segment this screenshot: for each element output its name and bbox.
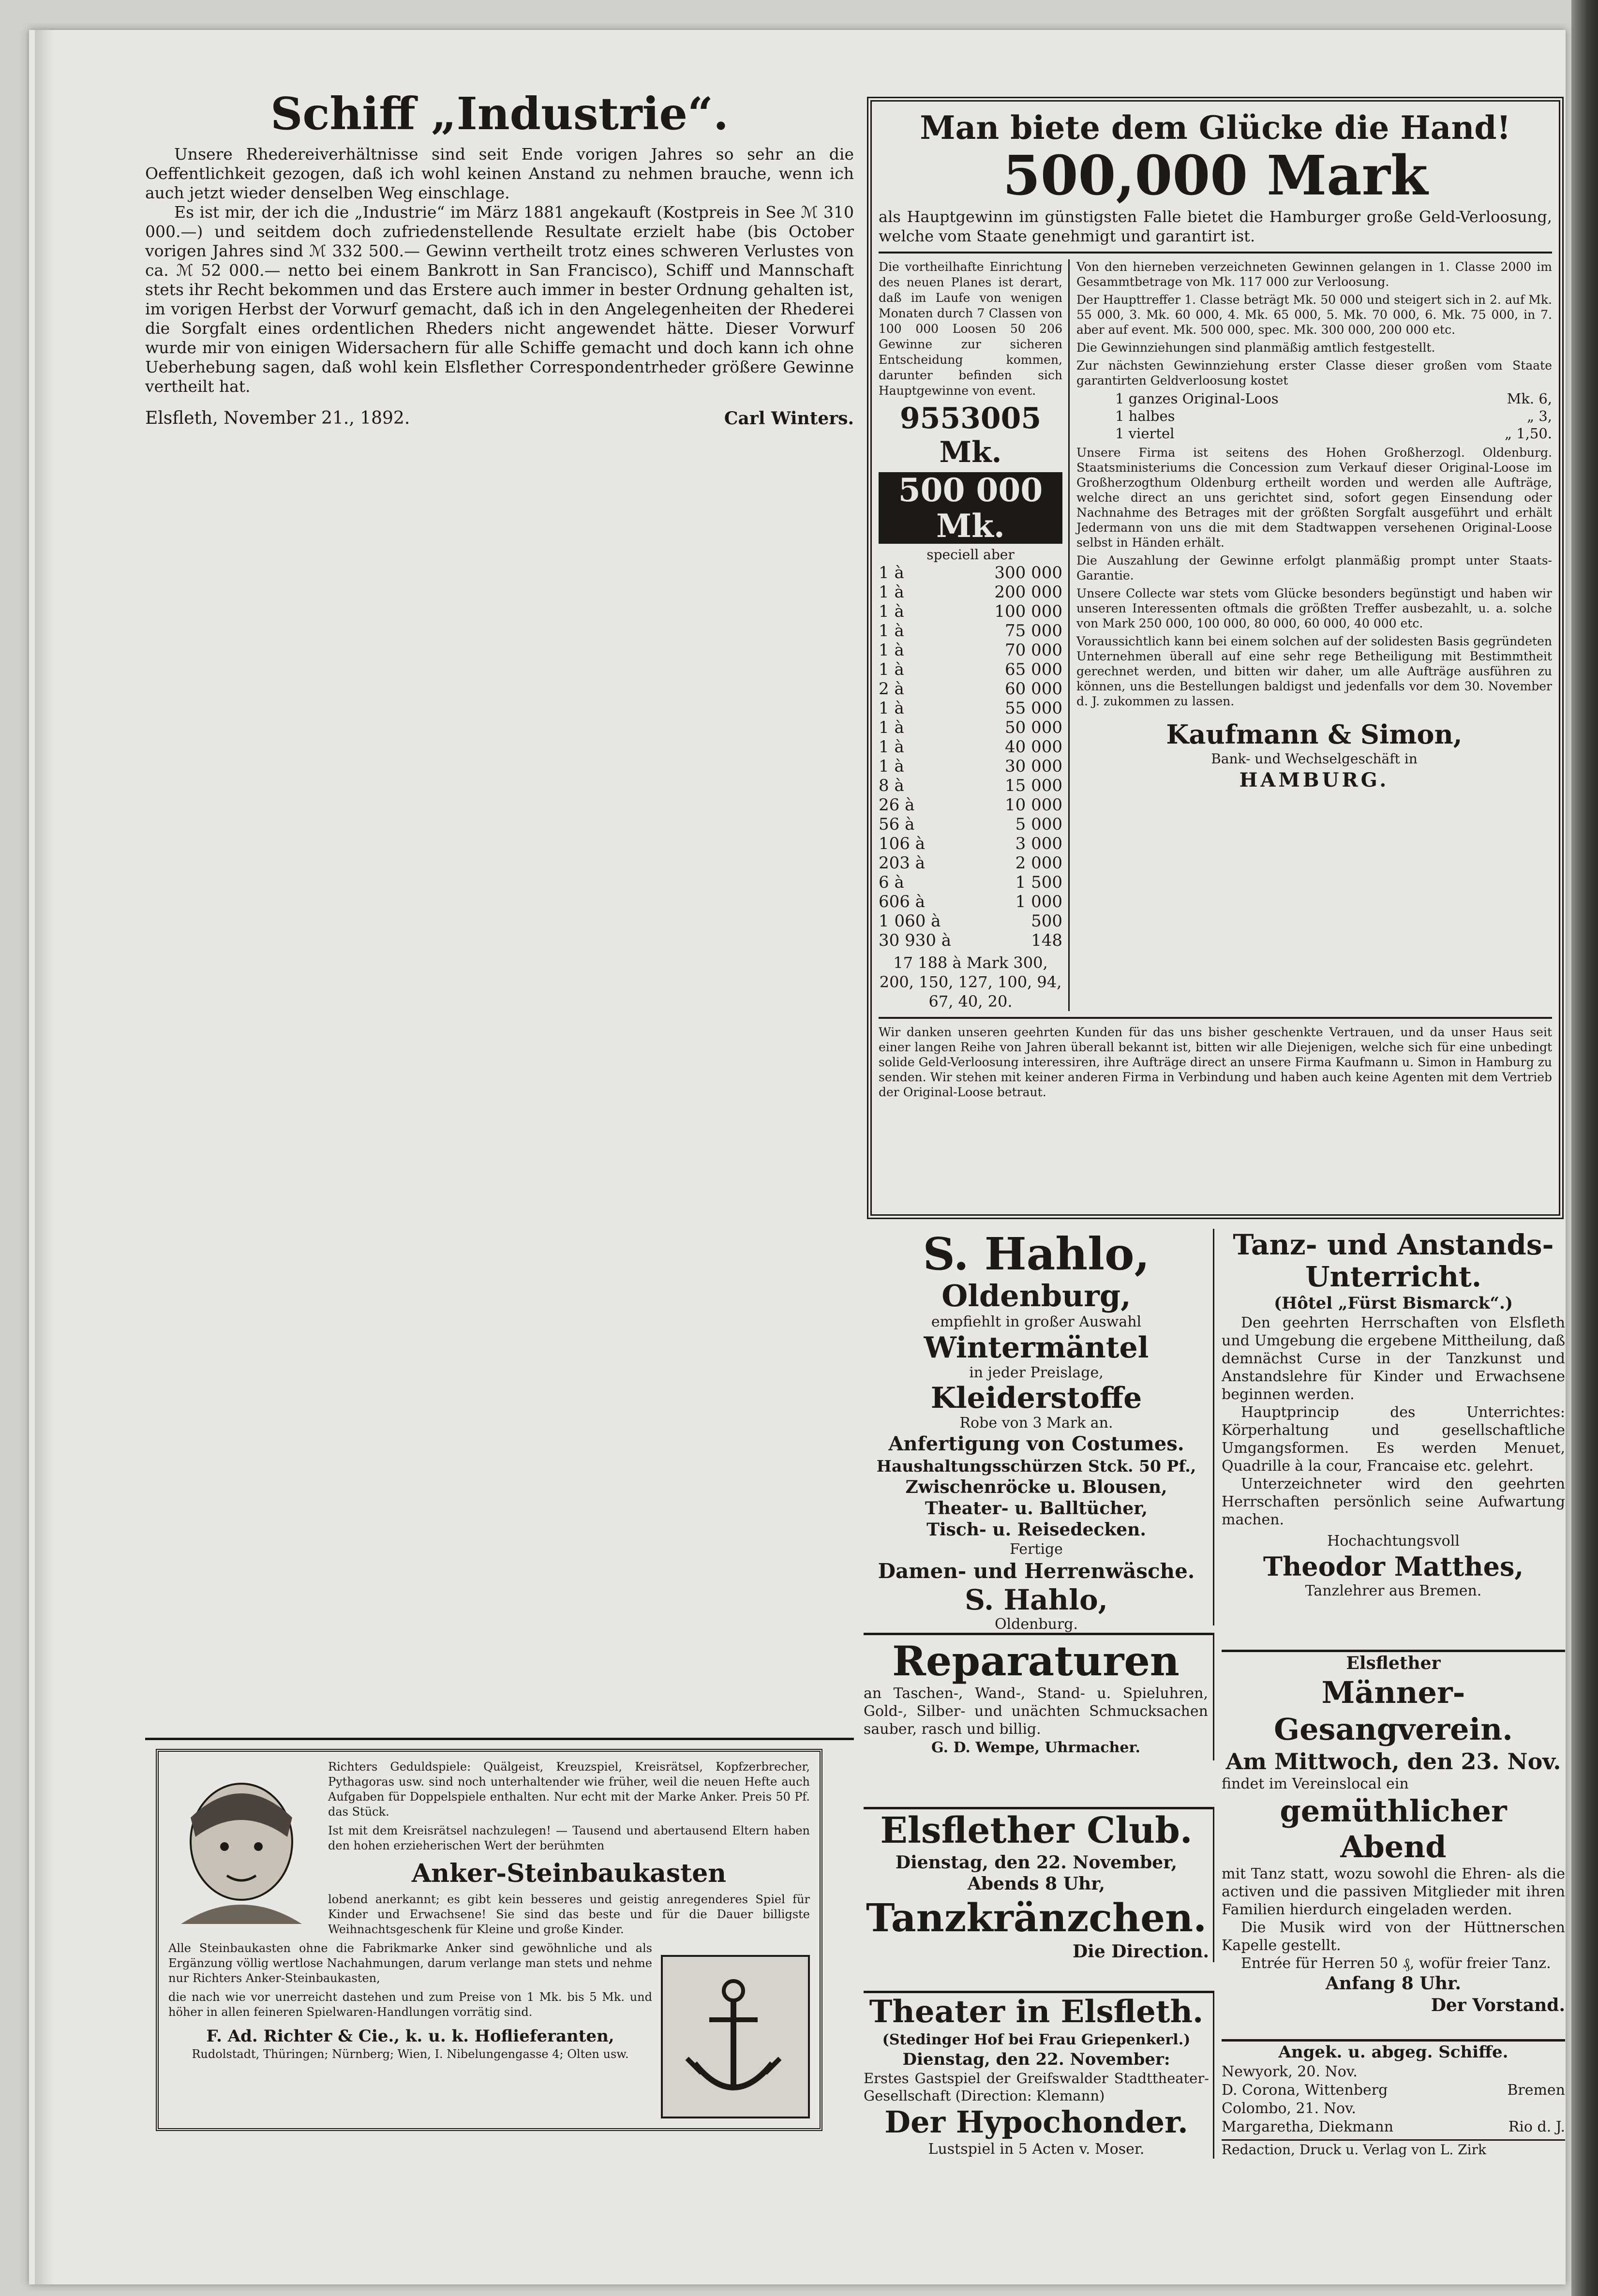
ships-list xyxy=(1222,2063,1565,2136)
lottery-right xyxy=(1076,259,1552,1011)
dance-text-3: Unterzeichneter wird den geehrten Herrschaften persönlich seine Aufwartung machen. xyxy=(1222,1476,1565,1528)
hahlo-item-4: Haushaltungsschürzen Stck. 50 Pf., xyxy=(876,1457,1196,1476)
lottery-right-para-7: Unsere Collecte war stets vom Glücke besonders begünstigt und haben wir unseren Interessenten oftmals die größten Treffer ausbezahlt, u. a. solche von Mark 250 000, 100 000, 80 000, 60 000, 40 000 etc. xyxy=(1076,586,1552,630)
anchor-trademark xyxy=(661,1955,810,2118)
choir-event: gemüthlicher Abend xyxy=(1280,1793,1507,1864)
prize-row xyxy=(879,602,1062,621)
price-row-cell-1: „ 3, xyxy=(1527,408,1552,424)
prize-row xyxy=(879,815,1062,834)
article-column xyxy=(145,89,854,429)
prize-row-cell-0: 56 à xyxy=(879,815,915,834)
choir-date: Am Mittwoch, den 23. Nov. xyxy=(1225,1748,1561,1774)
price-row xyxy=(1115,425,1552,442)
ship-row xyxy=(1222,2118,1565,2136)
choir-text-3: Die Musik wird von der Hüttnerschen Kapelle gestellt. xyxy=(1222,1919,1565,1954)
prize-row-cell-1: 75 000 xyxy=(1005,621,1062,641)
theater-date: Dienstag, den 22. November: xyxy=(902,2050,1170,2069)
price-row-cell-0: 1 halbes xyxy=(1115,408,1175,424)
prize-row xyxy=(879,737,1062,757)
choir-ad xyxy=(1222,1650,1565,2016)
prize-row-cell-1: 40 000 xyxy=(1005,737,1062,757)
dance-title: Tanzlehrer aus Bremen. xyxy=(1305,1582,1482,1599)
ship-row-cell-1: Bremen xyxy=(1507,2082,1565,2099)
prize-tail: 17 188 à Mark 300, 200, 150, 127, 100, 94, 67, 40, 20. xyxy=(879,954,1062,1011)
prize-row-cell-0: 1 à xyxy=(879,718,904,737)
ship-row-cell-0: Margaretha, Diekmann xyxy=(1222,2118,1394,2135)
richter-notice: Ist mit dem Kreisrätsel nachzulegen! — Tausend und abertausend Eltern haben den hohen erzieherischen Wert der berühmten xyxy=(328,1824,810,1852)
lottery-city: HAMBURG. xyxy=(1239,769,1389,791)
lottery-right-para-8: Voraussichtlich kann bei einem solchen auf der solidesten Basis gegründeten Unternehmen überall auf eine sehr rege Betheiligung mit Bestimmtheit gerechnet werden, und bitten wir daher, um alle Aufträge ausführen zu können, uns die Bestellungen baldigst und jedenfalls vor dem 30. November d. J. zukommen zu lassen. xyxy=(1076,634,1552,708)
hahlo-item-1: Wintermäntel xyxy=(924,1331,1149,1365)
price-row-cell-0: 1 viertel xyxy=(1115,425,1175,442)
richter-portrait xyxy=(166,1764,316,1924)
prize-row xyxy=(879,563,1062,582)
lottery-right-para-3: Die Gewinnziehungen sind planmäßig amtlich festgestellt. xyxy=(1076,341,1435,355)
prize-row xyxy=(879,853,1062,873)
anchor-icon xyxy=(663,1957,804,2113)
lottery-main-prize: 500 000 Mk. xyxy=(879,472,1062,544)
prize-row-cell-1: 300 000 xyxy=(994,563,1062,582)
hahlo-ready: Fertige xyxy=(1010,1541,1063,1558)
prize-row-cell-1: 2 000 xyxy=(1015,853,1062,873)
dance-text-2: Hauptprincip des Unterrichtes: Körperhaltung und gesellschaftliche Umgangsformen. Es werden Menuet, Quadrille à la cour, Francaise etc. gelehrt. xyxy=(1222,1404,1565,1475)
ships-notice xyxy=(1222,2039,1565,2159)
signoff-name: Carl Winters. xyxy=(724,408,854,429)
prize-row-cell-0: 1 à xyxy=(879,699,904,718)
lottery-right-para-5: Unsere Firma ist seitens des Hohen Großherzogl. Oldenburg. Staatsministeriums die Concession zum Verkauf dieser Original-Loose im Großherzogthum Oldenburg ertheilt worden und werden alle Aufträge, welche direct an uns gerichtet sind, sofort gegen Einsendung oder Nachnahme des Betrages mit der größten Sorgfalt ausgeführt und erhält Jedermann von uns die mit dem Stadtwappen versehenen Original-Loose selbst in Händen erhält. xyxy=(1076,446,1552,550)
prize-row-cell-1: 30 000 xyxy=(1005,757,1062,776)
theater-venue: (Stedinger Hof bei Frau Griepenkerl.) xyxy=(882,2031,1191,2048)
prize-row xyxy=(879,699,1062,718)
richter-warning: Alle Steinbaukasten ohne die Fabrikmarke Anker sind gewöhnliche und als Ergänzung völlig wertlose Nachahmungen, darum verlange man stets und nehme nur Richters Anker-Steinbaukasten, xyxy=(168,1941,652,1985)
prize-row xyxy=(879,660,1062,679)
hahlo-name: S. Hahlo, xyxy=(923,1228,1150,1280)
prize-row-cell-0: 8 à xyxy=(879,776,904,795)
prize-row-cell-1: 65 000 xyxy=(1005,660,1062,679)
club-time: Abends 8 Uhr, xyxy=(967,1874,1105,1894)
signoff-place: Elsfleth, November 21., 1892. xyxy=(145,408,410,428)
prize-row xyxy=(879,834,1062,853)
hahlo-item-1-sub: in jeder Preislage, xyxy=(969,1364,1104,1381)
prize-row-cell-0: 1 à xyxy=(879,602,904,621)
ship-row-cell-1: Rio d. J. xyxy=(1508,2118,1565,2135)
price-row-cell-1: Mk. 6, xyxy=(1507,390,1552,407)
prize-row-cell-1: 70 000 xyxy=(1005,641,1062,660)
article-title: Schiff „Industrie“. xyxy=(270,88,729,140)
club-date: Dienstag, den 22. November, xyxy=(895,1852,1178,1873)
prize-row-cell-1: 10 000 xyxy=(1005,795,1062,815)
article-paragraph-1: Unsere Rhedereiverhältnisse sind seit Ende vorigen Jahres so sehr an die Oeffentlichkeit gezogen, daß ich wohl keinen Anstand zu nehmen brauche, wenn ich auch jetzt wieder denselben Weg einschlage. xyxy=(145,145,854,202)
prize-row-cell-1: 148 xyxy=(1031,931,1062,950)
choir-text-4: Entrée für Herren 50 ₰, wofür freier Tanz. xyxy=(1241,1955,1551,1972)
woman-portrait-icon xyxy=(166,1764,316,1924)
ship-row-cell-0: Colombo, 21. Nov. xyxy=(1222,2100,1356,2117)
lottery-footer: Wir danken unseren geehrten Kunden für das uns bisher geschenkte Vertrauen, und da unser Haus seit einer langen Reihe von Jahren überall bekannt ist, bitten wir alle Diejenigen, welche sich für eine unbedingt solide Geld-Verloosung interessiren, ihre Aufträge direct an unsere Firma Kaufmann u. Simon in Hamburg zu senden. Wir stehen mit keiner anderen Firma in Verbindung und haben auch keine Agenten mit dem Vertrieb der Original-Loose betraut. xyxy=(879,1025,1552,1099)
lottery-headline: Man biete dem Glücke die Hand! xyxy=(920,109,1511,147)
prize-row-cell-0: 26 à xyxy=(879,795,915,815)
richter-cities: Rudolstadt, Thüringen; Nürnberg; Wien, I. Nibelungengasse 4; Olten usw. xyxy=(192,2047,629,2061)
lottery-right-para-4: Zur nächsten Gewinnziehung erster Classe dieser großen vom Staate garantirten Geldverloosung kostet xyxy=(1076,358,1552,388)
prize-row xyxy=(879,757,1062,776)
club-name: Elsflether Club. xyxy=(880,1810,1193,1851)
article-end-rule xyxy=(145,1738,854,1740)
ship-row-cell-0: Newyork, 20. Nov. xyxy=(1222,2063,1358,2080)
lottery-body xyxy=(879,259,1552,1011)
choir-name: Männer-Gesangverein. xyxy=(1274,1675,1513,1747)
lottery-right-para-2: Der Haupttreffer 1. Classe beträgt Mk. 50 000 und steigert sich in 2. auf Mk. 55 000, 3. Mk. 60 000, 4. Mk. 65 000, 5. Mk. 70 000, 6. Mk. 75 000, in 7. aber auf event. Mk. 500 000, spec. Mk. 300 000, 200 000 etc. xyxy=(1076,293,1552,337)
lottery-speciell: speciell aber xyxy=(926,547,1015,563)
prize-row-cell-1: 1 000 xyxy=(1015,892,1062,911)
hahlo-city-2: Oldenburg. xyxy=(994,1616,1078,1633)
prize-row xyxy=(879,931,1062,950)
article-paragraph-2: Es ist mir, der ich die „Industrie“ im März 1881 angekauft (Kostpreis in See ℳ 310 000.—) und seitdem doch zufriedenstellende Resultate erzielt habe (bis October vorigen Jahres sind ℳ 332 500.— Gewinn vertheilt trotz eines schweren Verlustes von ca. ℳ 52 000.— netto bei einem Bankrott in San Francisco), Schiff und Mannschaft stets ihr Recht bekommen und das Erstere auch immer in bester Ordnung gehalten ist, im vorigen Herbst der Vorwurf gemacht, daß ich in den Angelegenheiten der Rhederei die Sorgfalt eines ordentlichen Rheders nicht angewendet hätte. Dieser Vorwurf wurde mir von einigen Widersachern für alle Schiffe gemacht und doch kann ich ohne Ueberhebung sagen, daß wohl kein Elsflether Correspondentrheder größere Gewinne vertheilt hat. xyxy=(145,203,854,396)
prize-row xyxy=(879,776,1062,795)
price-list xyxy=(1115,390,1552,442)
theater-name: Theater in Elsfleth. xyxy=(869,1994,1204,2030)
dance-greeting: Hochachtungsvoll xyxy=(1327,1533,1460,1550)
richter-firm: F. Ad. Richter & Cie., k. u. k. Hoflieferanten, xyxy=(206,2027,614,2046)
lottery-total: 9553005 Mk. xyxy=(899,402,1042,469)
richter-headline: Richters Geduldspiele: Quälgeist, Kreuzspiel, Kreisrätsel, Kopfzerbrecher, Pythagoras usw. sind noch unterhaltender wie früher, weil die neuen Hefte auch Aufgaben für Doppelspiele enthalten. Nur echt mit der Marke Anker. Preis 50 Pf. das Stück. xyxy=(328,1760,810,1819)
hahlo-recommends: empfiehlt in großer Auswahl xyxy=(931,1313,1142,1330)
hahlo-city: Oldenburg, xyxy=(941,1278,1131,1313)
theater-ad xyxy=(864,1991,1214,2159)
club-ad xyxy=(864,1807,1214,1962)
prize-row-cell-0: 203 à xyxy=(879,853,925,873)
price-row xyxy=(1115,407,1552,425)
choir-sign: Der Vorstand. xyxy=(1431,1995,1565,2015)
prize-row-cell-0: 1 à xyxy=(879,582,904,602)
prize-row-cell-0: 1 à xyxy=(879,563,904,582)
prize-row-cell-0: 1 à xyxy=(879,641,904,660)
lottery-sub: als Hauptgewinn im günstigsten Falle bietet die Hamburger große Geld-Verloosung, welche vom Staate genehmigt und garantirt ist. xyxy=(879,208,1552,245)
prize-row xyxy=(879,892,1062,911)
hahlo-item-2: Kleiderstoffe xyxy=(930,1381,1142,1415)
prize-row xyxy=(879,621,1062,641)
prize-row-cell-1: 5 000 xyxy=(1015,815,1062,834)
price-row-cell-1: „ 1,50. xyxy=(1504,425,1552,442)
prize-row-cell-1: 500 xyxy=(1031,911,1062,931)
ship-row xyxy=(1222,2063,1565,2081)
prize-row xyxy=(879,582,1062,602)
dance-text: Den geehrten Herrschaften von Elsfleth und Umgebung die ergebene Mittheilung, daß demnächst Curse in der Tanzkunst und Anstandslehre für Kinder und Erwachsene beginnen werden. xyxy=(1222,1314,1565,1403)
club-event: Tanzkränzchen. xyxy=(866,1895,1207,1940)
lottery-amount: 500,000 Mark xyxy=(1002,144,1428,208)
prize-row-cell-0: 1 à xyxy=(879,757,904,776)
hahlo-item-2-sub: Robe von 3 Mark an. xyxy=(959,1415,1113,1431)
choir-text-2: mit Tanz statt, wozu sowohl die Ehren- als die activen und die passiven Mitglieder mit ihren Familien hierdurch eingeladen werden. xyxy=(1222,1865,1565,1918)
choir-text: findet im Vereinslocal ein xyxy=(1222,1775,1409,1792)
dance-venue: (Hôtel „Fürst Bismarck“.) xyxy=(1274,1294,1513,1313)
prize-row-cell-1: 100 000 xyxy=(994,602,1062,621)
dance-ad xyxy=(1222,1229,1565,1600)
prize-row xyxy=(879,679,1062,699)
prize-row xyxy=(879,911,1062,931)
prize-row-cell-1: 50 000 xyxy=(1005,718,1062,737)
club-sign: Die Direction. xyxy=(1072,1941,1209,1962)
lottery-left-intro: Die vortheilhafte Einrichtung des neuen Planes ist derart, daß im Laufe von wenigen Monaten durch 7 Classen von 100 000 Loosen 50 206 Gewinne zur sicheren Entscheidung kommen, darunter befinden sich Hauptgewinne von event. xyxy=(879,260,1062,398)
richter-product: Anker-Steinbaukasten xyxy=(411,1859,727,1888)
lottery-rule xyxy=(879,252,1552,253)
imprint: Redaction, Druck u. Verlag von L. Zirk xyxy=(1222,2139,1565,2159)
wempe-firm: G. D. Wempe, Uhrmacher. xyxy=(931,1739,1140,1756)
lottery-right-para-6: Die Auszahlung der Gewinne erfolgt planmäßig prompt unter Staats-Garantie. xyxy=(1076,553,1552,582)
wempe-ad xyxy=(864,1633,1214,1760)
prize-row-cell-0: 30 930 à xyxy=(879,931,952,950)
prize-row-cell-0: 606 à xyxy=(879,892,925,911)
choir-start: Anfang 8 Uhr. xyxy=(1325,1973,1462,1994)
article-signoff xyxy=(145,408,854,429)
hahlo-item-5: Zwischenröcke u. Blousen, xyxy=(905,1477,1167,1497)
prize-row-cell-1: 60 000 xyxy=(1005,679,1062,699)
richter-text xyxy=(328,1759,810,1853)
theater-text: Erstes Gastspiel der Greifswalder Stadttheater-Gesellschaft (Direction: Klemann) xyxy=(864,2070,1209,2104)
page-gutter xyxy=(35,30,54,2284)
prize-row xyxy=(879,873,1062,892)
ship-row xyxy=(1222,2081,1565,2100)
prize-row-cell-0: 6 à xyxy=(879,873,904,892)
dance-headline: Tanz- und Anstands-Unterricht. xyxy=(1233,1228,1554,1293)
theater-play: Der Hypochonder. xyxy=(884,2104,1188,2140)
choir-place: Elsflether xyxy=(1346,1653,1441,1673)
richter-price: die nach wie vor unerreicht dastehen und zum Preise von 1 Mk. bis 5 Mk. und höher in allen feineren Spielwaren-Handlungen vorrätig sind. xyxy=(168,1990,652,2019)
prize-row-cell-1: 200 000 xyxy=(994,582,1062,602)
prize-row-cell-0: 1 à xyxy=(879,660,904,679)
lottery-ad xyxy=(867,97,1564,1219)
prize-row-cell-1: 15 000 xyxy=(1005,776,1062,795)
richter-ad xyxy=(156,1749,822,2131)
hahlo-ad xyxy=(864,1228,1214,1633)
prize-list xyxy=(879,563,1062,950)
lottery-firm-sub: Bank- und Wechselgeschäft in xyxy=(1211,751,1418,767)
wempe-text: an Taschen-, Wand-, Stand- u. Spieluhren, Gold-, Silber- und unächten Schmucksachen sauber, rasch und billig. xyxy=(864,1685,1208,1738)
lottery-footer-rule xyxy=(879,1017,1552,1019)
prize-row-cell-1: 55 000 xyxy=(1005,699,1062,718)
prize-row xyxy=(879,718,1062,737)
prize-row-cell-0: 106 à xyxy=(879,834,925,853)
prize-row-cell-0: 1 060 à xyxy=(879,911,941,931)
prize-row xyxy=(879,795,1062,815)
prize-row xyxy=(879,641,1062,660)
prize-row-cell-1: 1 500 xyxy=(1015,873,1062,892)
hahlo-item-7: Tisch- u. Reisedecken. xyxy=(926,1520,1146,1540)
prize-row-cell-0: 1 à xyxy=(879,621,904,641)
lottery-right-para-1: Von den hierneben verzeichneten Gewinnen gelangen in 1. Classe 2000 im Gesammtbetrage von Mk. 117 000 zur Verloosung. xyxy=(1076,260,1552,289)
prize-row-cell-1: 3 000 xyxy=(1015,834,1062,853)
richter-body: lobend anerkannt; es gibt kein besseres und geistig anregenderes Spiel für Kinder und Erwachsene! Sie sind das beste und für die Dauer billigste Weihnachtsgeschenk für Kleine und große Kinder. xyxy=(328,1893,810,1936)
hahlo-item-8: Damen- und Herrenwäsche. xyxy=(878,1559,1195,1583)
ship-row xyxy=(1222,2100,1565,2118)
ship-row-cell-0: D. Corona, Wittenberg xyxy=(1222,2082,1388,2099)
price-row xyxy=(1115,390,1552,407)
hahlo-item-6: Theater- u. Balltücher, xyxy=(925,1498,1148,1519)
hahlo-name-2: S. Hahlo, xyxy=(965,1583,1108,1616)
prize-row-cell-0: 1 à xyxy=(879,737,904,757)
lottery-firm: Kaufmann & Simon, xyxy=(1166,719,1463,750)
page-edge xyxy=(1571,0,1598,2296)
wempe-headline: Reparaturen xyxy=(892,1637,1180,1685)
ships-headline: Angek. u. abgeg. Schiffe. xyxy=(1278,2043,1508,2062)
prize-row-cell-0: 2 à xyxy=(879,679,904,699)
hahlo-item-3: Anfertigung von Costumes. xyxy=(888,1432,1184,1455)
lottery-left xyxy=(879,259,1070,1011)
dance-name: Theodor Matthes, xyxy=(1263,1551,1524,1582)
price-row-cell-0: 1 ganzes Original-Loos xyxy=(1115,390,1279,407)
theater-play-sub: Lustspiel in 5 Acten v. Moser. xyxy=(928,2141,1145,2158)
